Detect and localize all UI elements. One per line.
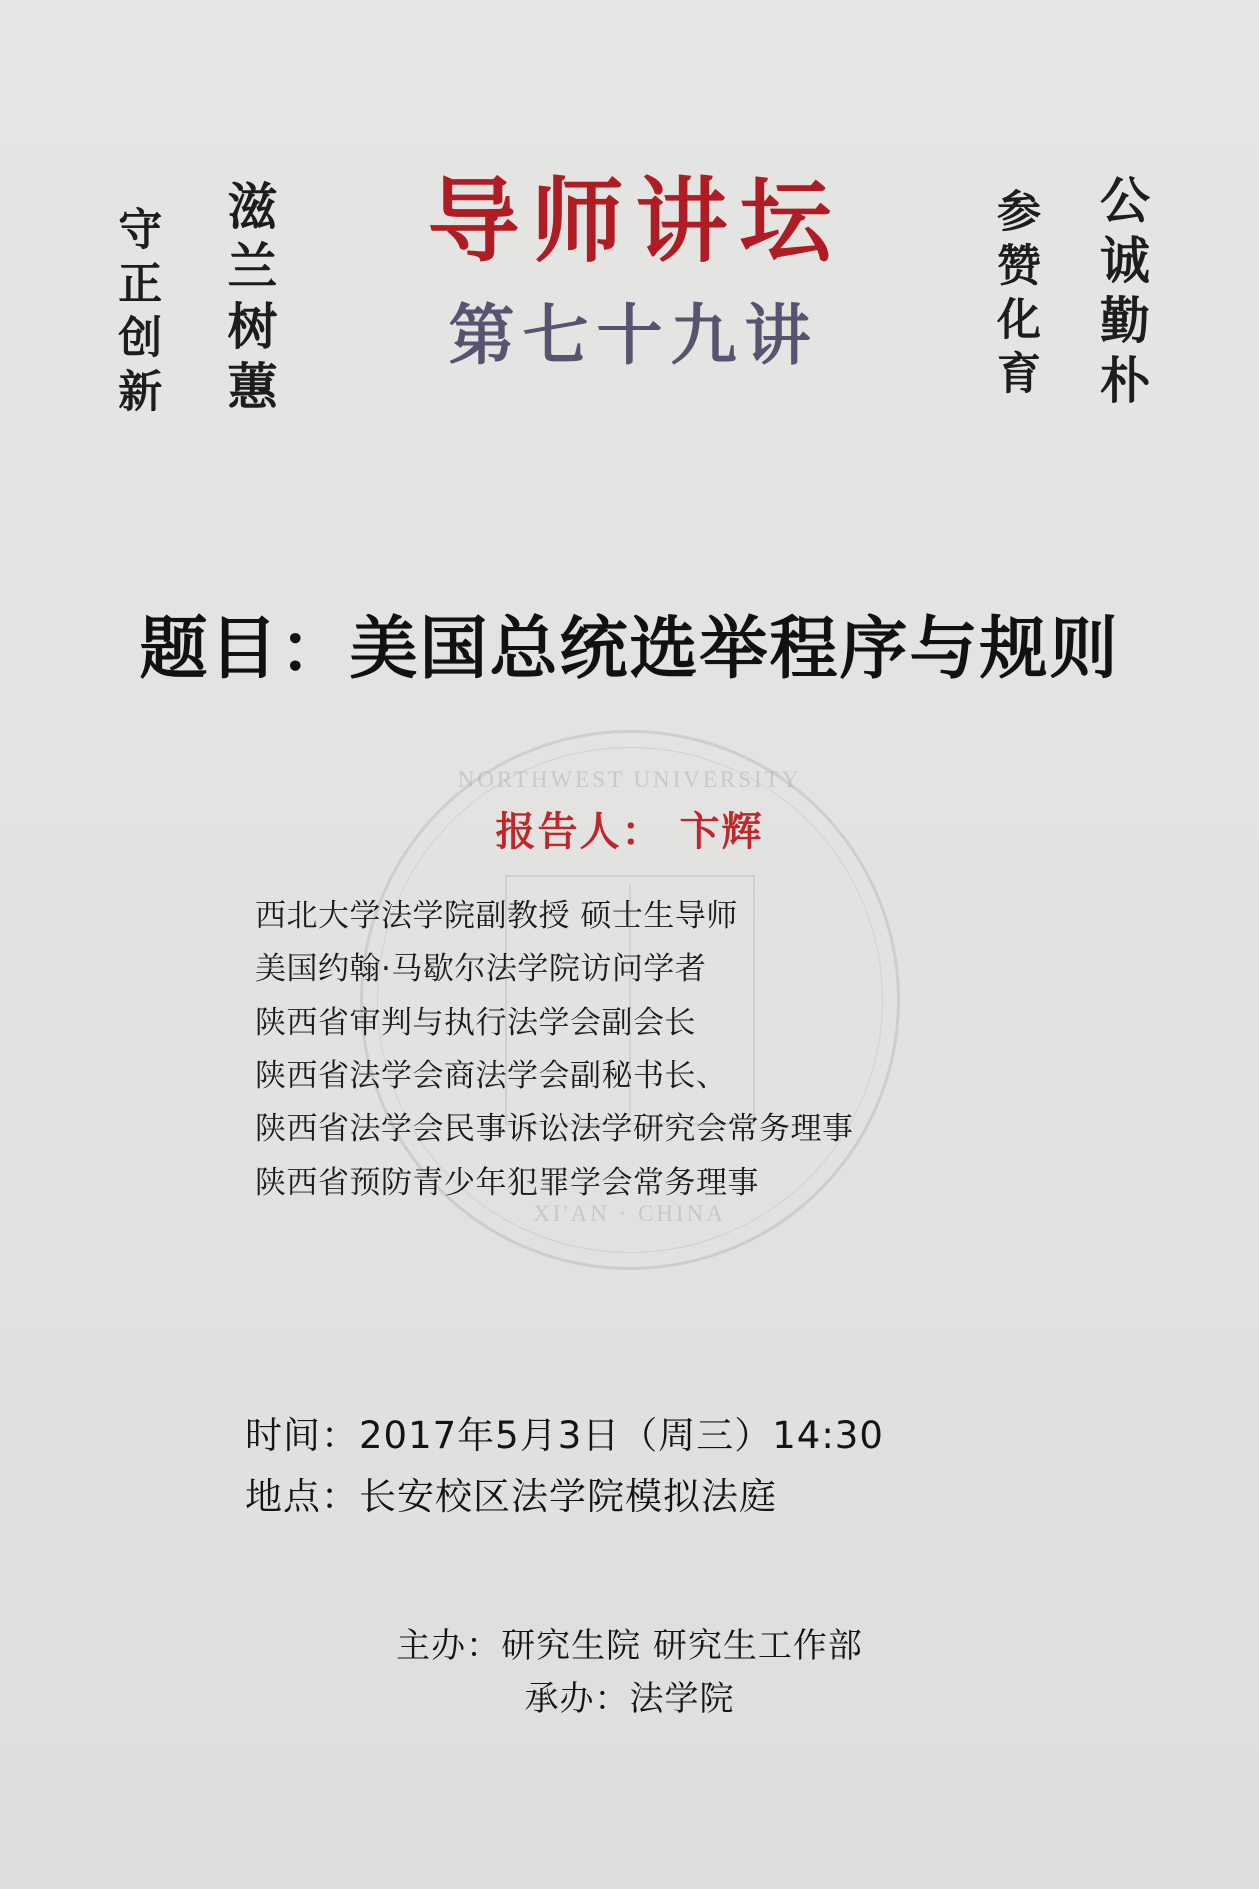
calligraphy-left-inner: 滋兰树蕙 xyxy=(220,180,277,420)
lecture-topic: 题目：美国总统选举程序与规则 xyxy=(139,610,1120,689)
calligraphy-right-inner: 参赞化育 xyxy=(990,188,1039,404)
watermark-bottom-text: XI'AN · CHINA xyxy=(533,1201,726,1226)
forum-header xyxy=(320,170,940,377)
watermark-top-text: NORTHWEST UNIVERSITY xyxy=(457,767,802,792)
list-item: 陕西省预防青少年犯罪学会常务理事 xyxy=(255,1164,759,1201)
forum-title: 导师讲坛 xyxy=(427,171,844,273)
event-location: 地点：长安校区法学院模拟法庭 xyxy=(245,1475,777,1519)
organizer-host: 主办：研究生院 研究生工作部 xyxy=(396,1626,863,1666)
speaker-bio-list xyxy=(255,890,1055,1210)
forum-session-number: 第七十九讲 xyxy=(448,299,819,373)
list-item: 陕西省审判与执行法学会副会长 xyxy=(255,1004,696,1041)
header-calligraphy-row xyxy=(0,170,1259,460)
speaker-name: 报告人： 卞辉 xyxy=(495,809,764,855)
list-item: 陕西省法学会民事诉讼法学研究会常务理事 xyxy=(255,1111,854,1148)
list-item: 美国约翰·马歇尔法学院访问学者 xyxy=(255,951,707,988)
calligraphy-left-outer: 守正创新 xyxy=(111,206,161,422)
list-item: 陕西省法学会商法学会副秘书长、 xyxy=(255,1057,728,1094)
list-item: 西北大学法学院副教授 硕士生导师 xyxy=(255,898,738,934)
organizer-cohost: 承办：法学院 xyxy=(524,1678,735,1719)
calligraphy-right-outer: 公诚勤朴 xyxy=(1093,174,1149,414)
event-details xyxy=(245,1405,1065,1527)
organizer-block xyxy=(0,1620,1259,1725)
event-time: 时间：2017年5月3日（周三）14:30 xyxy=(245,1414,884,1457)
